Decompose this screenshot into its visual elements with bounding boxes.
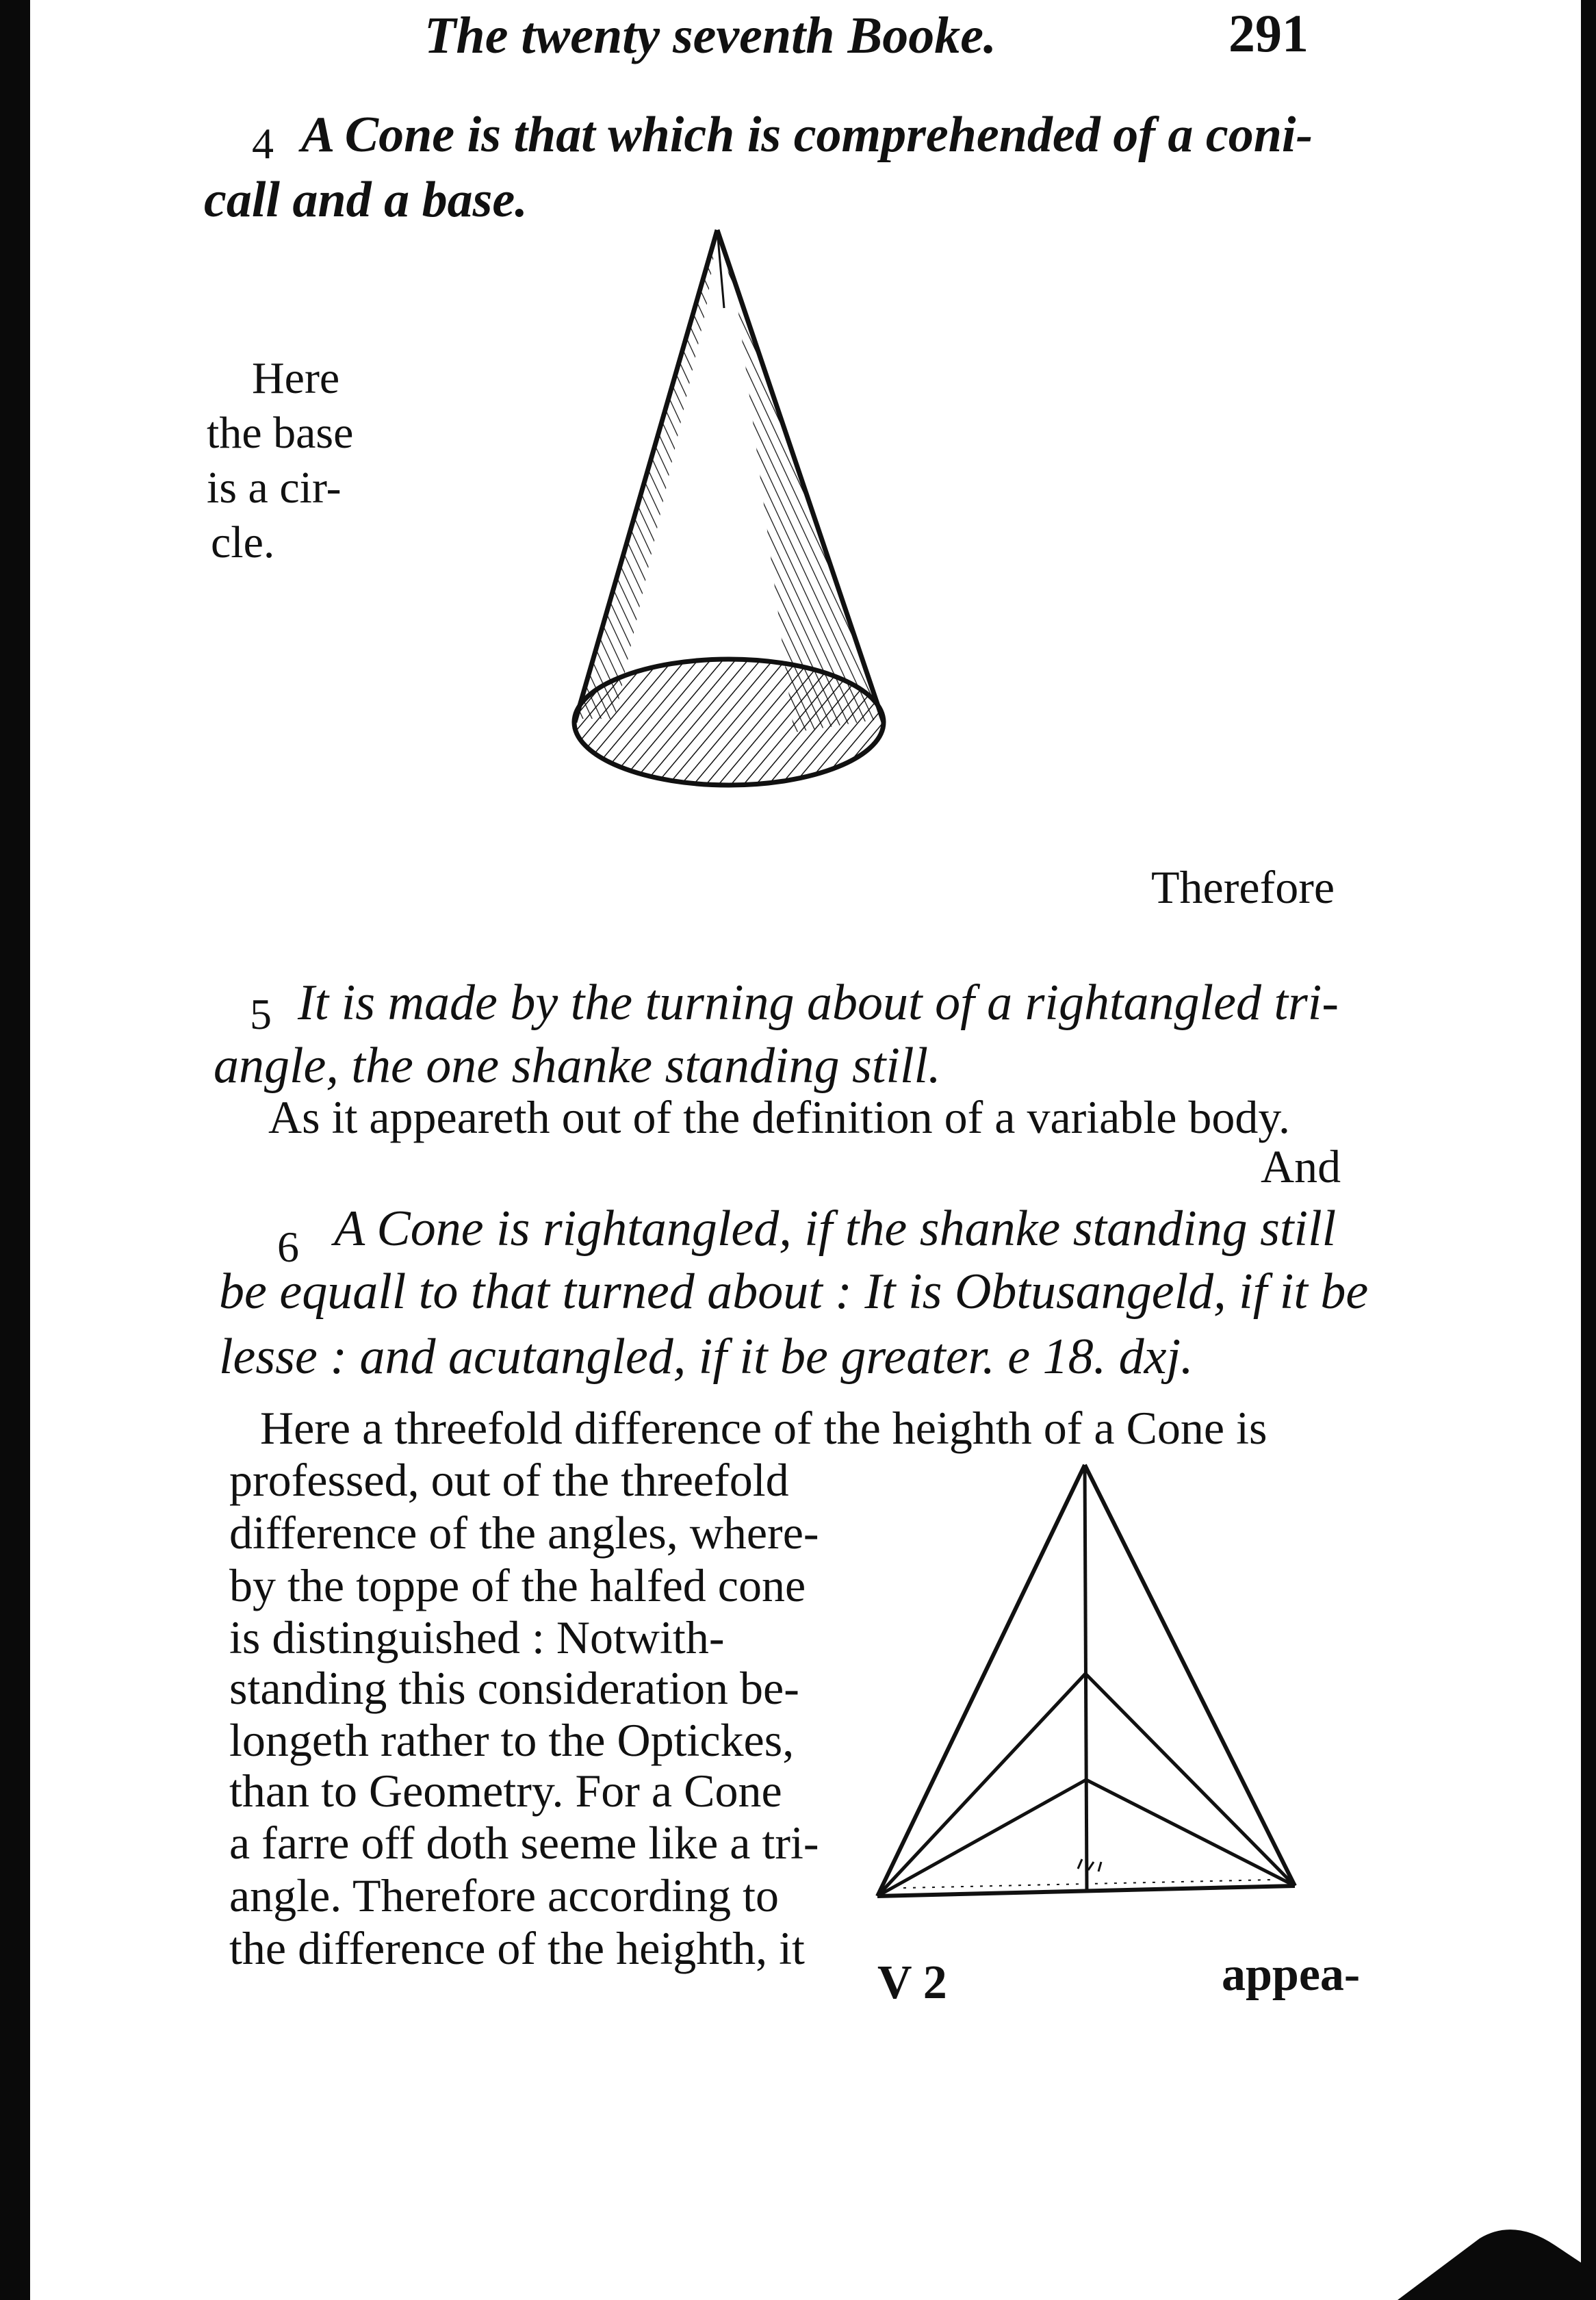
scan-left-edge xyxy=(0,0,30,2300)
paragraph-line: by the toppe of the halfed cone xyxy=(229,1559,806,1611)
paragraph-line: is distinguished : Notwith- xyxy=(229,1611,725,1663)
running-title: The twenty seventh Booke. xyxy=(424,7,996,64)
margin-note-line-4: cle. xyxy=(211,518,275,567)
middle-right-edge xyxy=(1085,1674,1295,1886)
catchword-appea: appea- xyxy=(1222,1948,1361,2001)
paragraph-line: difference of the angles, where- xyxy=(229,1507,819,1559)
definition-6-line-2: be equall to that turned about : It is Obtusangeld, if it be xyxy=(219,1264,1369,1320)
definition-5-line-2: angle, the one shanke standing still. xyxy=(214,1038,941,1094)
paragraph-first-line: Here a threefold difference of the heighth of a Cone is xyxy=(260,1402,1267,1454)
margin-note-line-1: Here xyxy=(252,353,340,403)
definition-5-line-1: It is made by the turning about of a rightangled tri- xyxy=(298,975,1339,1031)
definition-5-number: 5 xyxy=(250,990,272,1038)
outer-right-edge xyxy=(1085,1465,1295,1886)
definition-5-note: As it appeareth out of the definition of a variable body. xyxy=(268,1091,1291,1143)
low-right-edge xyxy=(1086,1780,1295,1886)
central-axis xyxy=(1085,1465,1087,1891)
paragraph-line: professed, out of the threefold xyxy=(229,1454,789,1506)
definition-4-line-2: call and a base. xyxy=(204,172,528,228)
paragraph-line: than to Geometry. For a Cone xyxy=(229,1765,782,1817)
cone-figure xyxy=(561,226,890,828)
paragraph-line: standing this consideration be- xyxy=(229,1662,799,1714)
catchword-therefore: Therefore xyxy=(1151,861,1335,913)
scan-right-edge xyxy=(1581,0,1596,2300)
margin-note-line-3: is a cir- xyxy=(207,463,342,513)
definition-6-number: 6 xyxy=(277,1223,299,1271)
catchword-and: And xyxy=(1261,1140,1341,1192)
definition-6-line-3: lesse : and acutangled, if it be greater. e 18. dxj. xyxy=(219,1329,1194,1385)
definition-6-line-1: A Cone is rightangled, if the shanke standing still xyxy=(334,1201,1337,1257)
scan-corner-shadow xyxy=(1377,2218,1596,2300)
page-number: 291 xyxy=(1228,3,1309,63)
definition-4-number: 4 xyxy=(252,119,274,168)
right-angle-mark xyxy=(1078,1859,1101,1871)
middle-left-edge xyxy=(877,1674,1085,1896)
definition-4-line-1: A Cone is that which is comprehended of a coni- xyxy=(301,107,1313,163)
cone-base-ellipse xyxy=(574,659,884,785)
margin-note-line-2: the base xyxy=(207,408,354,458)
cone-left-edge xyxy=(575,230,717,722)
paragraph-line: longeth rather to the Optickes, xyxy=(229,1714,795,1766)
paragraph-line: angle. Therefore according to xyxy=(229,1869,780,1921)
low-left-edge xyxy=(877,1780,1086,1896)
triangle-heights-figure xyxy=(862,1458,1314,1910)
paragraph-line: a farre off doth seeme like a tri- xyxy=(229,1817,819,1869)
paragraph-line: the difference of the heighth, it xyxy=(229,1922,805,1974)
outer-left-edge xyxy=(877,1465,1085,1896)
signature-mark: V 2 xyxy=(877,1956,947,2009)
